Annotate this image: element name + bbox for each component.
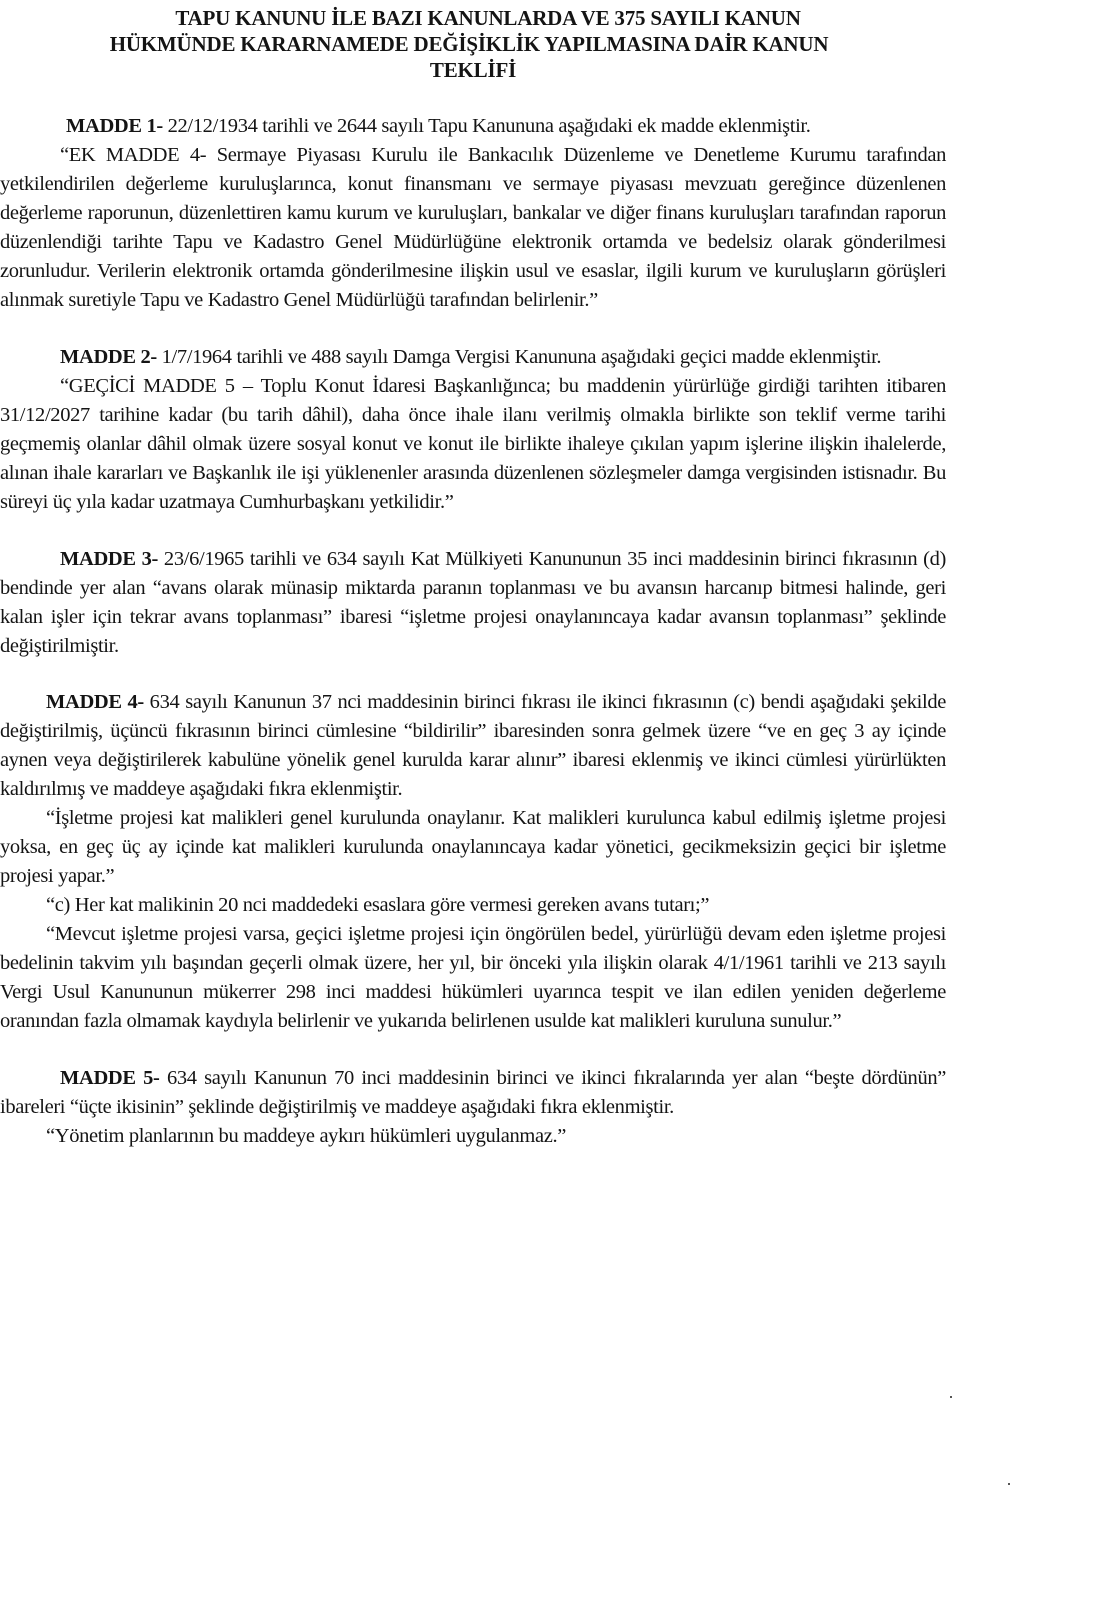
madde-1-text: 22/12/1934 tarihli ve 2644 sayılı Tapu Kanununa aşağıdaki ek madde eklenmiştir. bbox=[162, 115, 811, 137]
madde-2-quote: “GEÇİCİ MADDE 5 – Toplu Konut İdaresi Başkanlığınca; bu maddenin yürürlüğe girdiği tarihten itibaren 31/12/2027 tarihine kadar (bu tarih dâhil), daha önce ihale ilanı verilmiş olmakla birlikte son teklif verme tarihi geçmemiş olanlar dâhil olmak üzere sosyal konut ve konut ile birlikte ihaleye çıkılan yapım işlerine ilişkin ihalelerde, alınan ihale kararları ve Başkanlık ile işi yüklenenler arasında düzenlenen sözleşmeler damga vergisinden istisnadır. Bu süreyi üç yıla kadar uzatmaya Cumhurbaşkanı yetkilidir.” bbox=[0, 375, 946, 513]
madde-4-quote-2: “c) Her kat malikinin 20 nci maddedeki esaslara göre vermesi gereken avans tutarı;” bbox=[46, 894, 710, 916]
madde-4-text: 634 sayılı Kanunun 37 nci maddesinin birinci fıkrası ile ikinci fıkrasının (c) bendi aşağıdaki şekilde değiştirilmiş, üçüncü fıkrasının birinci cümlesine “bildirilir” ibaresinden sonra gelmek üzere “ve en geç 3 ay içinde aynen veya değiştirilerek kabulüne yönelik genel kurulda karar alınır” ibaresi eklenmiş ve ikinci cümlesi yürürlükten kaldırılmış ve maddeye aşağıdaki fıkra eklenmiştir. bbox=[0, 691, 946, 800]
madde-2-text: 1/7/1964 tarihli ve 488 sayılı Damga Vergisi Kanununa aşağıdaki geçici madde eklenmiştir. bbox=[156, 346, 882, 368]
madde-2-paragraph bbox=[0, 343, 946, 372]
madde-1-quote: “EK MADDE 4- Sermaye Piyasası Kurulu ile Bankacılık Düzenleme ve Denetleme Kurumu tarafından yetkilendirilen değerleme kuruluşlarınca, konut finansmanı ve sermaye piyasası mevzuatı gereğince düzenlenen değerleme raporunun, düzenlettiren kamu kurum ve kuruluşları, bankalar ve diğer finans kuruluşları tarafından raporun düzenlendiği tarihte Tapu ve Kadastro Genel Müdürlüğüne elektronik ortamda ve bedelsiz olarak gönderilmesi zorunludur. Verilerin elektronik ortamda gönderilmesine ilişkin usul ve esaslar, ilgili kurum ve kuruluşların görüşleri alınmak suretiyle Tapu ve Kadastro Genel Müdürlüğü tarafından belirlenir.” bbox=[0, 144, 946, 311]
madde-4-label: MADDE 4- bbox=[46, 691, 144, 713]
title-line-3: TEKLİFİ bbox=[429, 58, 517, 82]
madde-3-text: 23/6/1965 tarihli ve 634 sayılı Kat Mülkiyeti Kanununun 35 inci maddesinin birinci fıkrasının (d) bendinde yer alan “avans olarak münasip miktarda paranın toplanması ve bu avansın harcanıp bitmesi halinde, geri kalan işler için tekrar avans toplanması” ibaresi “işletme projesi onaylanıncaya kadar avansın toplanması” şeklinde değiştirilmiştir. bbox=[0, 548, 946, 657]
madde-5-text: 634 sayılı Kanunun 70 inci maddesinin birinci ve ikinci fıkralarında yer alan “beşte dördünün” ibareleri “üçte ikisinin” şeklinde değiştirilmiş ve maddeye aşağıdaki fıkra eklenmiştir. bbox=[0, 1067, 946, 1118]
document-title bbox=[0, 0, 946, 83]
title-line-1: TAPU KANUNU İLE BAZI KANUNLARDA VE 375 SAYILI KANUN bbox=[175, 6, 801, 30]
madde-4-paragraph bbox=[0, 688, 946, 804]
scan-speck bbox=[1008, 1483, 1010, 1485]
scan-speck bbox=[950, 1396, 952, 1398]
madde-5-paragraph bbox=[0, 1064, 946, 1122]
madde-3-paragraph bbox=[0, 545, 946, 661]
madde-1-label: MADDE 1- bbox=[66, 115, 163, 137]
madde-3-label: MADDE 3- bbox=[60, 548, 158, 570]
madde-4-quote-1: “İşletme projesi kat malikleri genel kurulunda onaylanır. Kat malikleri kurulunca kabul edilmiş işletme projesi yoksa, en geç üç ay içinde kat malikleri kurulunda onaylanıncaya kadar yönetici, gecikmeksizin geçici bir işletme projesi yapar.” bbox=[0, 807, 946, 887]
madde-2-label: MADDE 2- bbox=[60, 346, 157, 368]
madde-1-paragraph bbox=[0, 112, 946, 141]
title-line-2: HÜKMÜNDE KARARNAMEDE DEĞİŞİKLİK YAPILMASINA DAİR KANUN bbox=[109, 32, 829, 56]
madde-4-quote-3: “Mevcut işletme projesi varsa, geçici işletme projesi için öngörülen bedel, yürürlüğü devam eden işletme projesi bedelinin takvim yılı başından geçerli olmak üzere, her yıl, bir önceki yıla ilişkin olarak 4/1/1961 tarihli ve 213 sayılı Vergi Usul Kanununun mükerrer 298 inci maddesi hükümleri uyarınca tespit ve ilan edilen yeniden değerleme oranından fazla olmamak kaydıyla belirlenir ve yukarıda belirlenen usulde kat malikleri kuruluna sunulur.” bbox=[0, 923, 946, 1032]
madde-5-label: MADDE 5- bbox=[60, 1067, 160, 1089]
madde-5-quote: “Yönetim planlarının bu maddeye aykırı hükümleri uygulanmaz.” bbox=[46, 1125, 567, 1147]
